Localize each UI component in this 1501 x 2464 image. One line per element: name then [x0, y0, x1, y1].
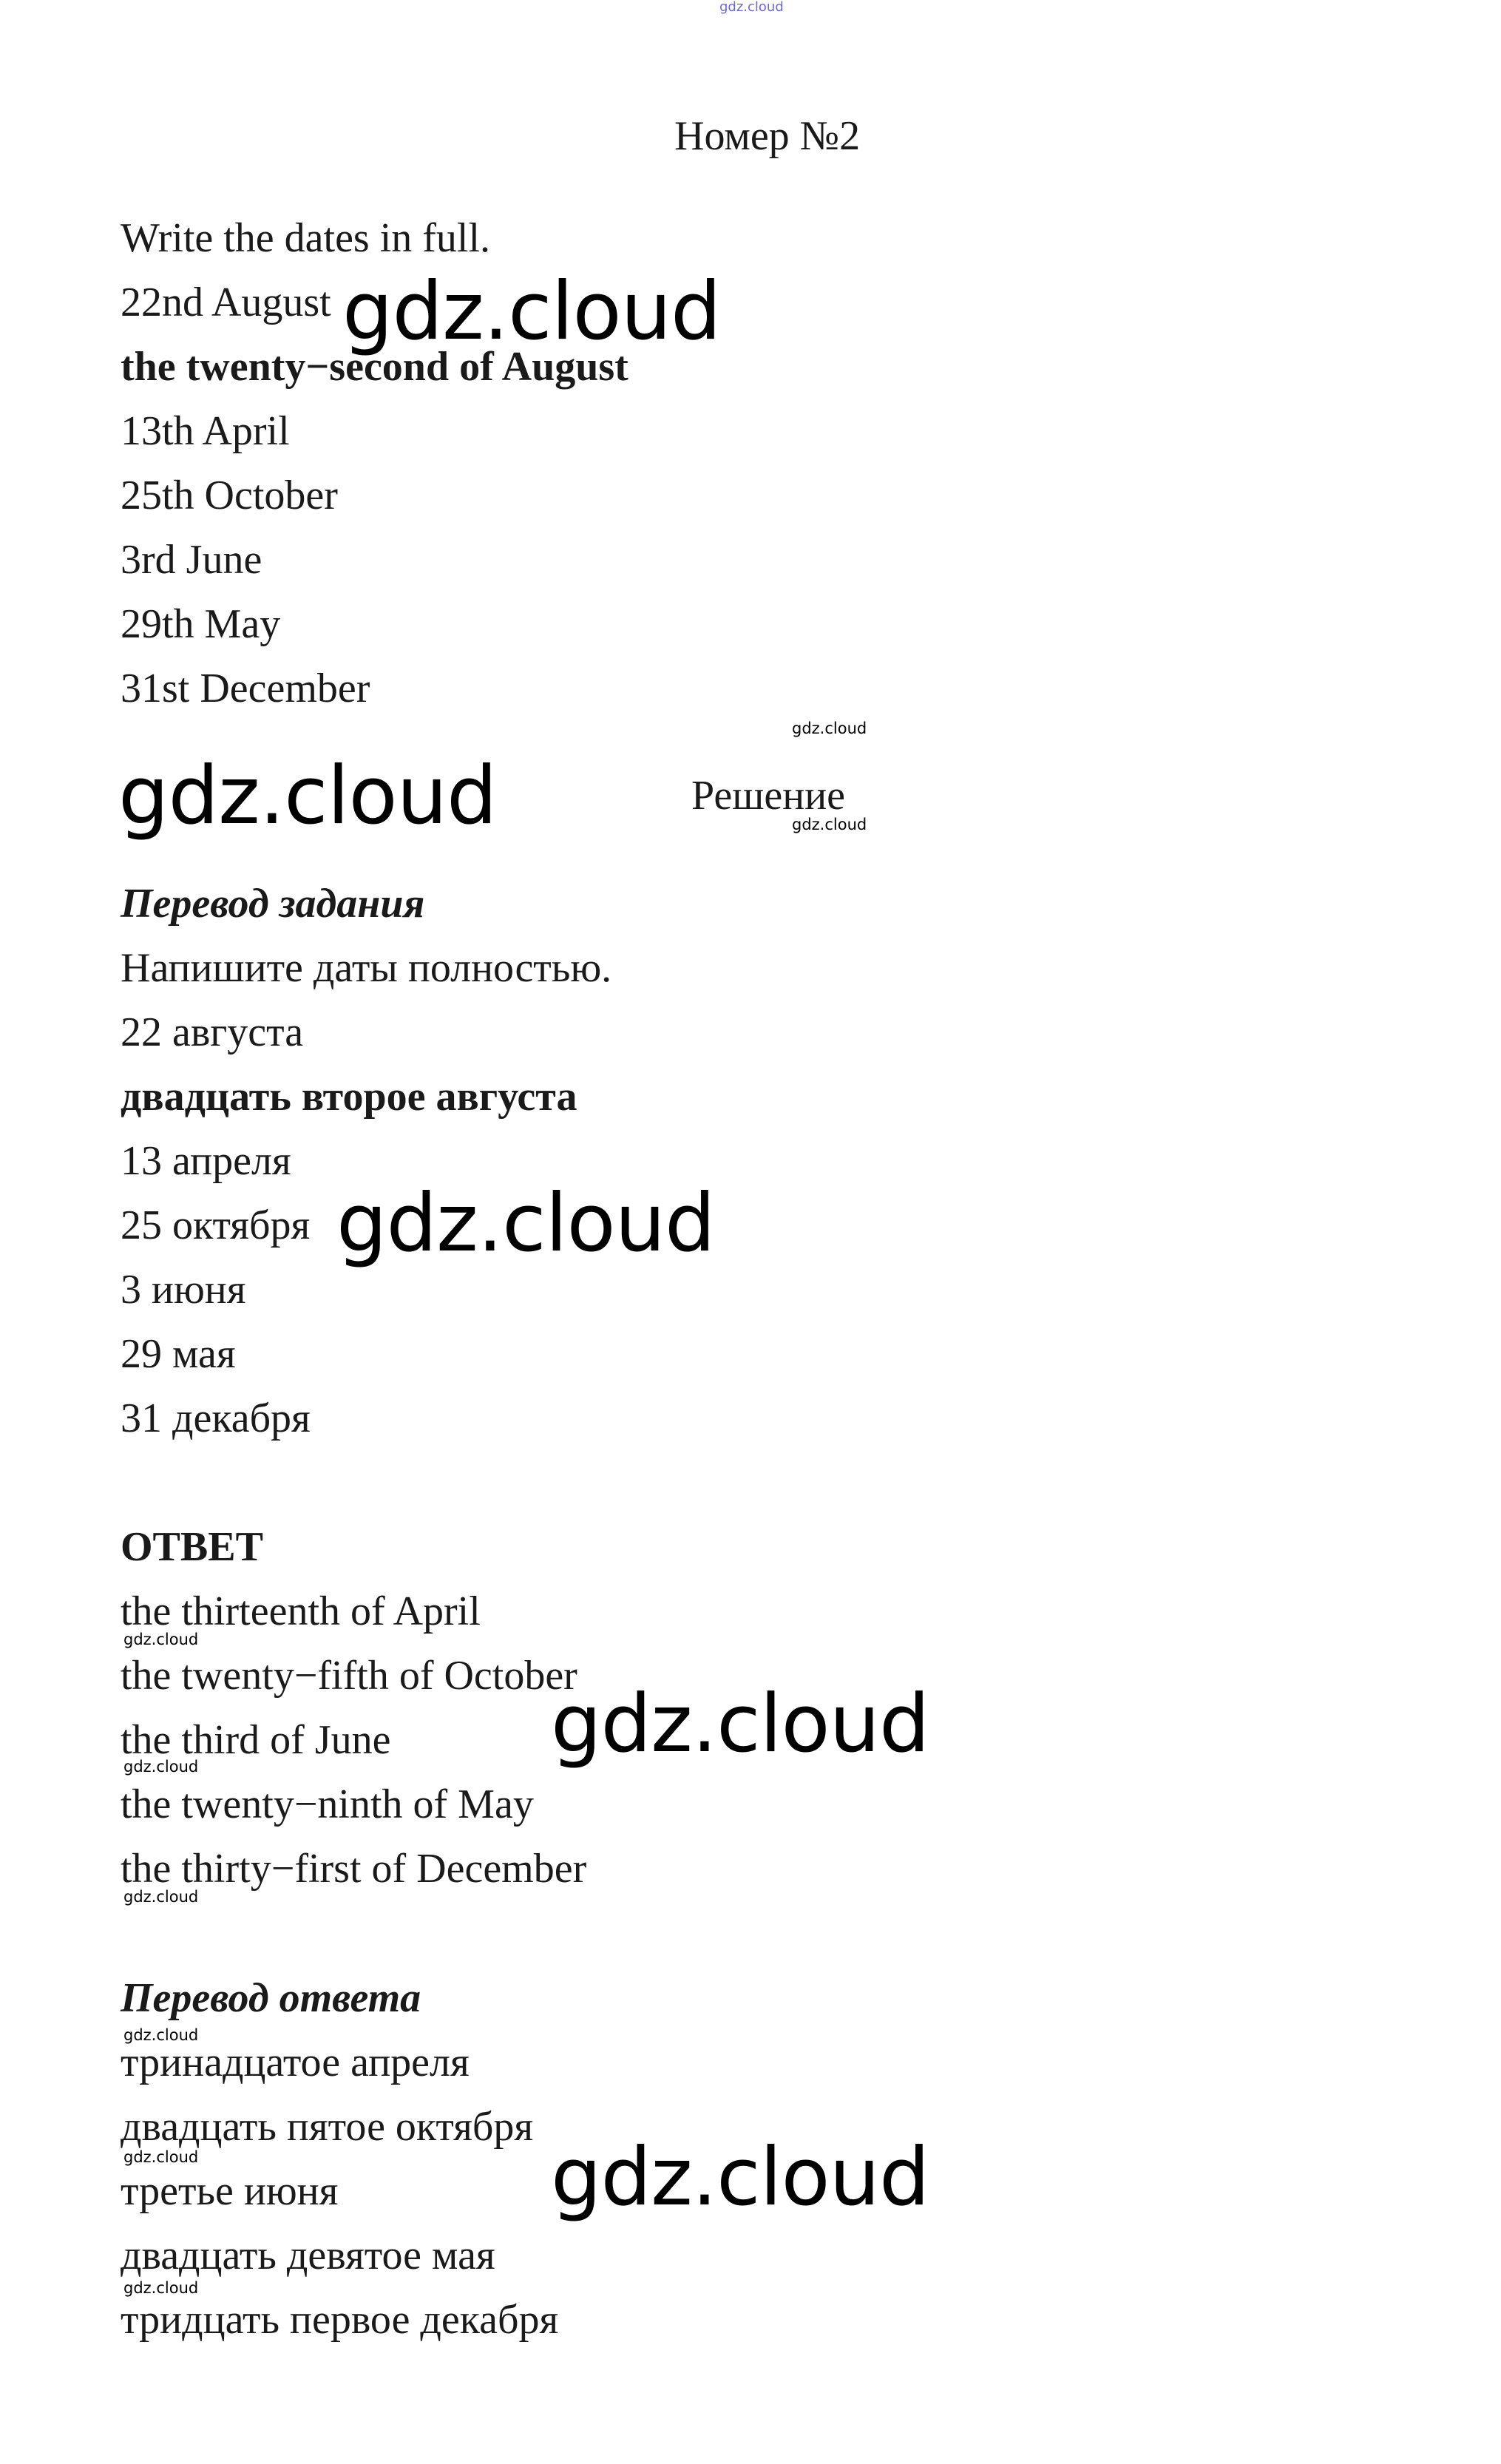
answer-heading: ОТВЕТ	[121, 1524, 263, 1570]
watermark: gdz.cloud	[551, 2131, 929, 2224]
answer-item: the third of June	[121, 1717, 391, 1763]
answer-translation-heading: Перевод ответа	[121, 1975, 421, 2021]
page-title: Номер №2	[674, 113, 861, 159]
answer-item: the thirty−first of December	[121, 1846, 587, 1892]
translation-example-answer: двадцать второе августа	[121, 1074, 577, 1120]
task-date: 3rd June	[121, 537, 262, 583]
answer-translation-item: тридцать первое декабря	[121, 2297, 559, 2343]
watermark: gdz.cloud	[551, 1678, 929, 1770]
small-watermark: gdz.cloud	[123, 2279, 199, 2297]
small-watermark: gdz.cloud	[123, 1888, 199, 1906]
small-watermark: gdz.cloud	[123, 1631, 199, 1648]
small-watermark: gdz.cloud	[792, 720, 867, 737]
small-watermark: gdz.cloud	[123, 2026, 199, 2044]
translation-date: 3 июня	[121, 1267, 246, 1313]
translation-date: 31 декабря	[121, 1395, 311, 1441]
answer-item: the twenty−ninth of May	[121, 1781, 534, 1827]
answer-translation-item: двадцать пятое октября	[121, 2104, 534, 2150]
task-date: 13th April	[121, 408, 290, 454]
answer-translation-item: двадцать девятое мая	[121, 2233, 495, 2278]
example-answer: the twenty−second of August	[121, 344, 628, 390]
translation-heading: Перевод задания	[121, 881, 425, 927]
task-date: 25th October	[121, 473, 338, 518]
small-watermark: gdz.cloud	[792, 816, 867, 833]
small-watermark: gdz.cloud	[123, 1758, 199, 1776]
watermark: gdz.cloud	[336, 1177, 715, 1270]
task-instruction: Write the dates in full.	[121, 215, 491, 261]
watermark: gdz.cloud	[342, 265, 721, 358]
answer-translation-item: тринадцатое апреля	[121, 2040, 470, 2085]
small-watermark: gdz.cloud	[123, 2148, 199, 2166]
example-date: 22nd August	[121, 280, 331, 325]
translation-example-date: 22 августа	[121, 1009, 304, 1055]
solution-label: Решение	[691, 773, 846, 819]
translation-date: 29 мая	[121, 1331, 236, 1377]
translation-date: 13 апреля	[121, 1138, 291, 1184]
watermark: gdz.cloud	[118, 750, 497, 842]
top-watermark: gdz.cloud	[719, 0, 784, 15]
task-date: 31st December	[121, 666, 370, 711]
answer-item: the twenty−fifth of October	[121, 1653, 577, 1699]
answer-translation-item: третье июня	[121, 2168, 339, 2214]
translation-date: 25 октября	[121, 1202, 311, 1248]
task-date: 29th May	[121, 601, 281, 647]
translation-instruction: Напишите даты полностью.	[121, 945, 612, 991]
answer-item: the thirteenth of April	[121, 1588, 481, 1634]
